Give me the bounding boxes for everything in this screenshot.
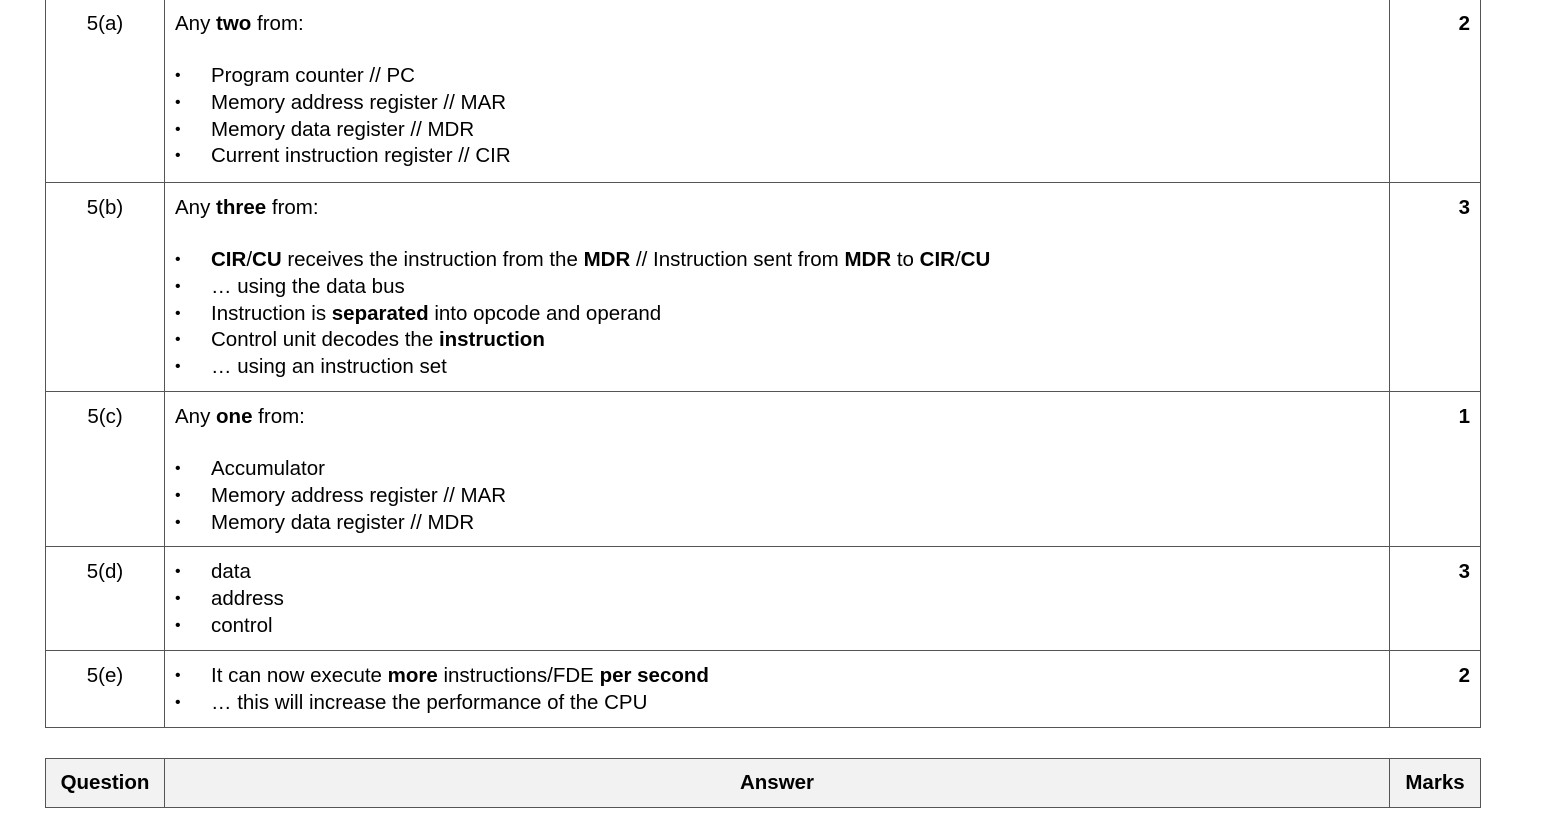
- bullet-icon: •: [175, 93, 181, 111]
- answer-bullet: [175, 483, 1379, 510]
- answer-intro: [175, 195, 1379, 221]
- answer-bullet: [175, 354, 1379, 381]
- answer-intro: [175, 11, 1379, 37]
- question-number: 5(e): [46, 651, 165, 728]
- bullet-icon: •: [175, 67, 181, 84]
- bullet-text: to: [891, 248, 920, 271]
- answer-bullet: [175, 117, 1379, 144]
- bullet-icon: •: [175, 358, 181, 376]
- bullet-text: Memory data register // MDR: [211, 510, 475, 534]
- bullet-text: It can now execute: [211, 664, 388, 688]
- intro-text: Any: [175, 196, 217, 219]
- answer-bullet: [175, 247, 1379, 274]
- bullet-text: /: [246, 248, 253, 271]
- answer-bullet: [175, 327, 1379, 354]
- next-mark-scheme-table: [45, 758, 1481, 808]
- bullet-text: per second: [599, 664, 709, 688]
- intro-text: three: [216, 196, 267, 219]
- bullet-text: Program counter // PC: [211, 64, 415, 87]
- header-marks: Marks: [1390, 759, 1481, 808]
- intro-text: one: [216, 404, 253, 428]
- answer-bullet-list: [175, 663, 1379, 717]
- bullet-text: more: [387, 664, 438, 688]
- bullet-text: data: [211, 560, 251, 584]
- bullet-icon: •: [175, 251, 181, 268]
- bullet-text: … this will increase the performance of the CPU: [211, 691, 648, 715]
- bullet-icon: •: [175, 331, 181, 349]
- question-number: 5(a): [46, 0, 165, 183]
- answer-bullet: [175, 456, 1379, 483]
- mark-scheme-table: [45, 0, 1481, 728]
- bullet-text: into opcode and operand: [428, 301, 662, 325]
- bullet-text: … using an instruction set: [211, 355, 447, 379]
- answer-bullet-list: [175, 247, 1379, 381]
- mark-scheme-body: [46, 0, 1481, 728]
- answer-bullet: [175, 63, 1379, 90]
- bullet-icon: •: [175, 563, 181, 581]
- bullet-text: Memory data register // MDR: [211, 117, 475, 141]
- answer-bullet: [175, 690, 1379, 717]
- bullet-text: receives the instruction from the: [281, 248, 584, 271]
- bullet-text: MDR: [844, 248, 892, 271]
- bullet-icon: •: [175, 486, 181, 504]
- header-row: [46, 759, 1481, 808]
- answer-bullet: [175, 559, 1379, 586]
- question-row: [46, 391, 1481, 546]
- answer-bullet-list: [175, 559, 1379, 639]
- answer-intro: [175, 404, 1379, 430]
- bullet-text: Accumulator: [211, 456, 325, 480]
- bullet-text: Memory address register // MAR: [211, 483, 507, 507]
- intro-text: from:: [266, 196, 319, 219]
- bullet-text: instruction: [438, 328, 545, 352]
- bullet-text: Control unit decodes the: [211, 328, 439, 352]
- bullet-icon: •: [175, 694, 181, 712]
- answer-bullet: [175, 586, 1379, 613]
- question-row: [46, 547, 1481, 651]
- answer-cell: [165, 547, 1390, 651]
- bullet-text: address: [211, 587, 284, 611]
- bullet-text: instructions/FDE: [437, 664, 600, 688]
- answer-cell: [165, 183, 1390, 392]
- intro-text: two: [216, 12, 252, 35]
- bullet-text: // Instruction sent from: [630, 248, 845, 271]
- bullet-icon: •: [175, 590, 181, 608]
- question-number: 5(c): [46, 391, 165, 546]
- answer-bullet: [175, 274, 1379, 301]
- question-number: 5(d): [46, 547, 165, 651]
- bullet-icon: •: [175, 147, 181, 165]
- bullet-icon: •: [175, 304, 181, 322]
- marks-value: 3: [1390, 183, 1481, 392]
- bullet-text: MDR: [583, 248, 631, 271]
- intro-text: from:: [252, 404, 305, 428]
- marks-value: 3: [1390, 547, 1481, 651]
- intro-text: Any: [175, 12, 217, 35]
- question-row: [46, 183, 1481, 392]
- bullet-icon: •: [175, 277, 181, 295]
- bullet-text: CU: [252, 248, 282, 271]
- answer-cell: [165, 0, 1390, 183]
- question-row: [46, 0, 1481, 183]
- answer-bullet: [175, 301, 1379, 328]
- answer-bullet: [175, 510, 1379, 537]
- answer-cell: [165, 391, 1390, 546]
- question-row: [46, 651, 1481, 728]
- answer-cell: [165, 651, 1390, 728]
- bullet-text: control: [211, 613, 273, 637]
- answer-bullet: [175, 143, 1379, 170]
- bullet-text: Instruction is: [211, 301, 332, 325]
- header-answer: Answer: [165, 759, 1390, 808]
- answer-bullet-list: [175, 456, 1379, 536]
- marks-value: 1: [1390, 391, 1481, 546]
- marks-value: 2: [1390, 651, 1481, 728]
- bullet-icon: •: [175, 120, 181, 138]
- bullet-text: Memory address register // MAR: [211, 90, 507, 114]
- answer-bullet-list: [175, 63, 1379, 170]
- bullet-icon: •: [175, 513, 181, 531]
- answer-bullet: [175, 613, 1379, 640]
- bullet-text: Current instruction register // CIR: [211, 144, 511, 168]
- bullet-icon: •: [175, 667, 181, 685]
- bullet-icon: •: [175, 616, 181, 634]
- bullet-text: … using the data bus: [211, 274, 405, 298]
- marks-value: 2: [1390, 0, 1481, 183]
- bullet-text: separated: [331, 301, 429, 325]
- bullet-text: CIR: [919, 248, 955, 271]
- answer-bullet: [175, 663, 1379, 690]
- question-number: 5(b): [46, 183, 165, 392]
- bullet-text: /: [954, 248, 961, 271]
- intro-text: from:: [251, 12, 304, 35]
- intro-text: Any: [175, 404, 217, 428]
- header-question: Question: [46, 759, 165, 808]
- bullet-text: CIR: [211, 248, 247, 271]
- bullet-icon: •: [175, 459, 181, 477]
- answer-bullet: [175, 90, 1379, 117]
- bullet-text: CU: [960, 248, 991, 271]
